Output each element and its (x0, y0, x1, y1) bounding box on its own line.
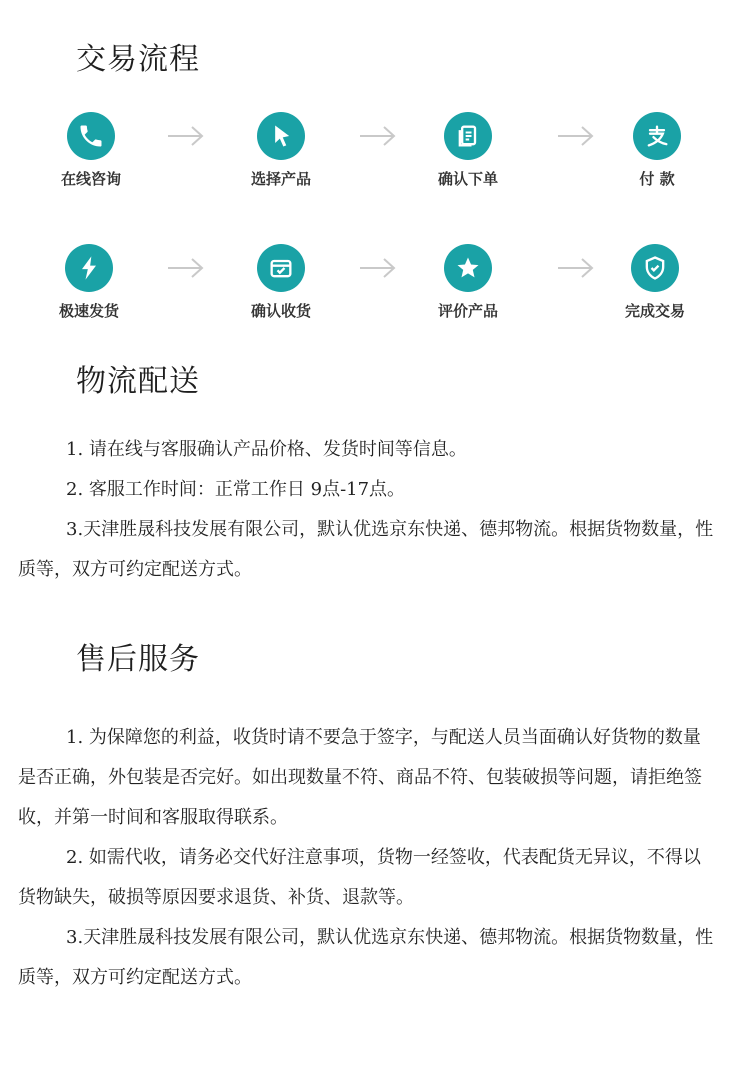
step-label: 付 款 (639, 170, 675, 188)
step-label: 选择产品 (250, 170, 311, 188)
step-pay (597, 112, 717, 189)
step-label: 在线咨询 (60, 170, 121, 188)
step-review (408, 244, 528, 321)
logistics-item-3: 3.天津胜晟科技发展有限公司，默认优选京东快递、德邦物流。根据货物数量，性质等，双方可约定配送方式。 (18, 519, 714, 580)
phone-icon (67, 112, 115, 160)
step-label: 确认下单 (437, 170, 498, 188)
document-icon (444, 112, 492, 160)
logistics-title: 物流配送 (76, 364, 200, 399)
step-select (221, 112, 341, 189)
package-check-icon (257, 244, 305, 292)
arrow-right-icon (556, 254, 596, 282)
step-label: 完成交易 (624, 302, 685, 320)
arrow-right-icon (556, 122, 596, 150)
flow-row-1 (0, 112, 750, 212)
step-order (408, 112, 528, 189)
after-sales-title: 售后服务 (76, 642, 200, 677)
arrow-right-icon (166, 122, 206, 150)
logistics-item-2: 2. 客服工作时间：正常工作日 9点-17点。 (66, 479, 406, 500)
step-consult (31, 112, 151, 189)
step-label: 极速发货 (58, 302, 119, 320)
step-receive (221, 244, 341, 321)
arrow-right-icon (166, 254, 206, 282)
step-label: 确认收货 (250, 302, 311, 320)
arrow-right-icon (358, 254, 398, 282)
lightning-icon (65, 244, 113, 292)
arrow-right-icon (358, 122, 398, 150)
alipay-icon (633, 112, 681, 160)
after-sales-item-3: 3.天津胜晟科技发展有限公司，默认优选京东快递、德邦物流。根据货物数量，性质等，双方可约定配送方式。 (18, 927, 714, 988)
logistics-item-1: 1. 请在线与客服确认产品价格、发货时间等信息。 (66, 439, 467, 460)
step-ship (29, 244, 149, 321)
after-sales-item-2: 2. 如需代收，请务必交代好注意事项，货物一经签收，代表配货无异议，不得以货物缺失，破损等原因要求退货、补货、退款等。 (18, 847, 701, 908)
flow-row-2 (0, 244, 750, 344)
shield-check-icon (631, 244, 679, 292)
cursor-icon (257, 112, 305, 160)
star-icon (444, 244, 492, 292)
after-sales-item-1: 1. 为保障您的利益，收货时请不要急于签字，与配送人员当面确认好货物的数量是否正确，外包装是否完好。如出现数量不符、商品不符、包装破损等问题，请拒绝签收，并第一时间和客服取得联系。 (18, 727, 702, 828)
step-complete (595, 244, 715, 321)
flow-title: 交易流程 (76, 42, 200, 77)
step-label: 评价产品 (437, 302, 498, 320)
